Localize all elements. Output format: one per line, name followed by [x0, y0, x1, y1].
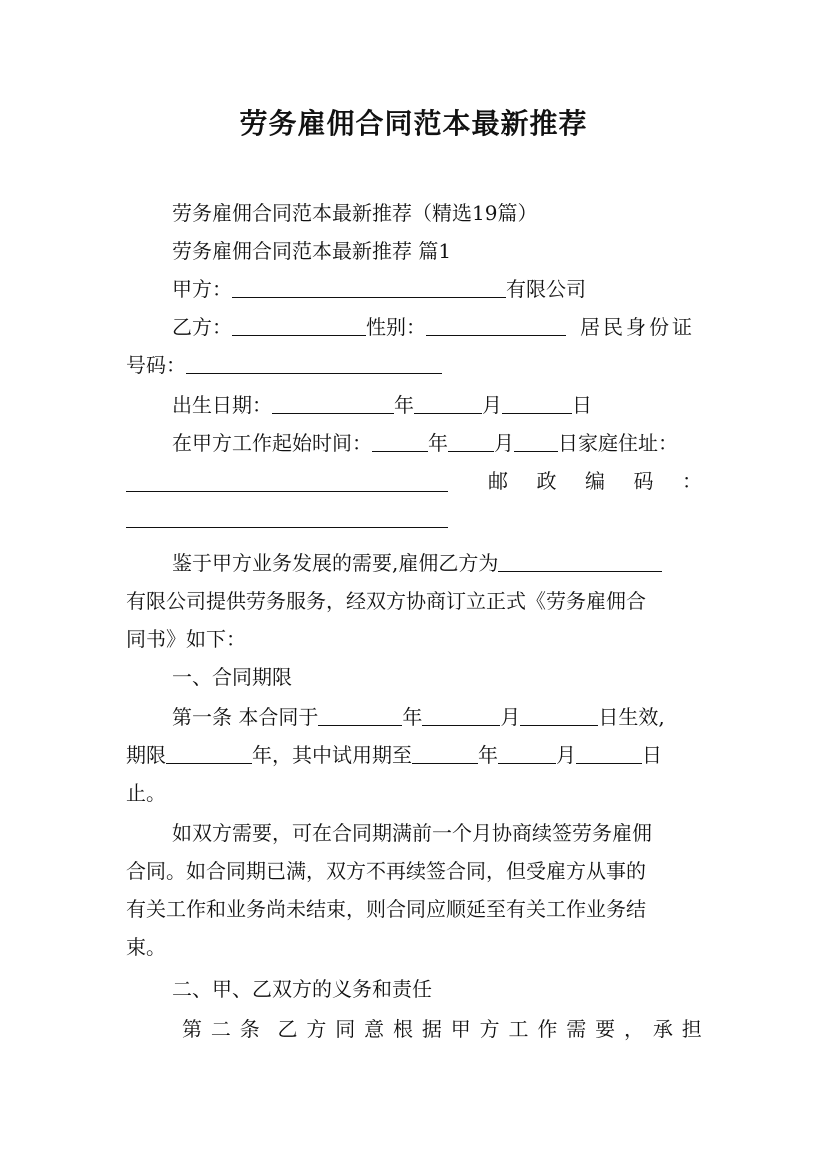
term-text: 年，其中试用期至 [252, 743, 412, 767]
employer-blank [498, 551, 662, 572]
work-day-blank [514, 431, 558, 452]
article-2-char: 二 [210, 1017, 231, 1041]
work-month-blank [448, 431, 494, 452]
term-label: 期限 [126, 743, 166, 767]
address-blank [126, 471, 448, 492]
intro-line-3: 同书》如下： [126, 627, 246, 651]
birth-label: 出生日期： [172, 393, 272, 417]
birth-year-unit: 年 [394, 393, 414, 417]
work-start-label: 在甲方工作起始时间： [172, 431, 372, 455]
postal-char: ： [682, 469, 702, 493]
postal-char: 邮 [488, 469, 508, 493]
article-2-char: 担 [681, 1017, 702, 1041]
address-label: 家庭住址： [578, 431, 678, 455]
heading-obligations: 二、甲、乙双方的义务和责任 [172, 977, 432, 1001]
party-b-label: 乙方： [172, 315, 232, 339]
article-2-char: 工 [508, 1017, 529, 1041]
intro-text-1: 鉴于甲方业务发展的需要,雇佣乙方为 [172, 551, 499, 575]
renewal-line-2: 合同。如合同期已满，双方不再续签合同，但受雇方从事的 [126, 859, 646, 883]
effective-text: 日生效, [598, 705, 665, 729]
article-2-char: 作 [537, 1017, 558, 1041]
intro-line-1 [172, 548, 662, 578]
start-year-blank [318, 705, 402, 726]
article-2-char: ， [624, 1017, 644, 1041]
article-2-char: 意 [364, 1017, 385, 1041]
id-label: 居民身份证 [580, 315, 695, 339]
work-year-blank [372, 431, 428, 452]
renewal-line-4: 束。 [126, 935, 166, 959]
id-number-blank [186, 353, 442, 374]
postal-blank-line [126, 504, 448, 534]
article-1-text: 第一条 本合同于 [172, 705, 319, 729]
article-2-char: 据 [421, 1017, 442, 1041]
article-1-line-2 [126, 740, 662, 770]
id-number-line [126, 350, 442, 380]
article-2-char: 承 [652, 1017, 673, 1041]
birth-day-unit: 日 [572, 393, 592, 417]
article-2-char: 乙 [277, 1017, 298, 1041]
party-a-label: 甲方： [172, 277, 232, 301]
start-year-unit: 年 [402, 705, 423, 729]
article-2-char: 甲 [450, 1017, 471, 1041]
renewal-line-3: 有关工作和业务尚未结束，则合同应顺延至有关工作业务结 [126, 897, 646, 921]
article-1-line-3: 止。 [126, 781, 166, 805]
article-2-char: 方 [479, 1017, 500, 1041]
id-number-label: 号码： [126, 353, 186, 377]
work-day-unit: 日 [558, 431, 578, 455]
probation-month-blank [498, 743, 556, 764]
article-2-char: 同 [335, 1017, 356, 1041]
postal-char: 码 [633, 469, 654, 493]
gender-label: 性别： [366, 315, 426, 339]
article-2-char: 方 [306, 1017, 327, 1041]
birth-day-blank [502, 393, 572, 414]
party-a-line [172, 274, 586, 304]
start-day-blank [520, 705, 598, 726]
article-2-char: 需 [566, 1017, 587, 1041]
article-2-char: 第 [182, 1017, 202, 1041]
party-a-blank [232, 277, 506, 298]
work-month-unit: 月 [494, 431, 514, 455]
document-subtitle: 劳务雇佣合同范本最新推荐（精选19篇） [172, 201, 538, 225]
article-2-char: 根 [393, 1017, 413, 1041]
address-postal-line [126, 466, 702, 496]
birth-month-unit: 月 [482, 393, 502, 417]
probation-year-blank [412, 743, 478, 764]
renewal-line-1: 如双方需要，可在合同期满前一个月协商续签劳务雇佣 [172, 821, 652, 845]
article-2-char: 条 [239, 1017, 260, 1041]
article-1-line-1 [172, 702, 665, 732]
birth-year-blank [272, 393, 394, 414]
term-blank [166, 743, 252, 764]
intro-line-2: 有限公司提供劳务服务，经双方协商订立正式《劳务雇佣合 [126, 589, 646, 613]
article-2-line-1 [182, 1014, 702, 1044]
work-year-unit: 年 [428, 431, 448, 455]
birth-month-blank [414, 393, 482, 414]
probation-day-unit: 日 [642, 743, 662, 767]
probation-month-unit: 月 [556, 743, 576, 767]
section-title: 劳务雇佣合同范本最新推荐 篇1 [172, 239, 452, 263]
party-b-name-blank [232, 315, 366, 336]
postal-char: 政 [536, 469, 557, 493]
birth-date-line [172, 390, 592, 420]
work-start-line [172, 428, 678, 458]
postal-char: 编 [585, 469, 605, 493]
heading-contract-term: 一、合同期限 [172, 665, 292, 689]
postal-code-blank [126, 507, 448, 528]
start-month-unit: 月 [500, 705, 521, 729]
party-a-suffix: 有限公司 [506, 277, 586, 301]
gender-blank [426, 315, 566, 336]
document-title: 劳务雇佣合同范本最新推荐 [239, 107, 588, 140]
postal-code-label [448, 466, 702, 496]
probation-day-blank [576, 743, 642, 764]
start-month-blank [422, 705, 500, 726]
probation-year-unit: 年 [478, 743, 498, 767]
article-2-char: 要 [595, 1017, 616, 1041]
party-b-line [172, 312, 695, 342]
